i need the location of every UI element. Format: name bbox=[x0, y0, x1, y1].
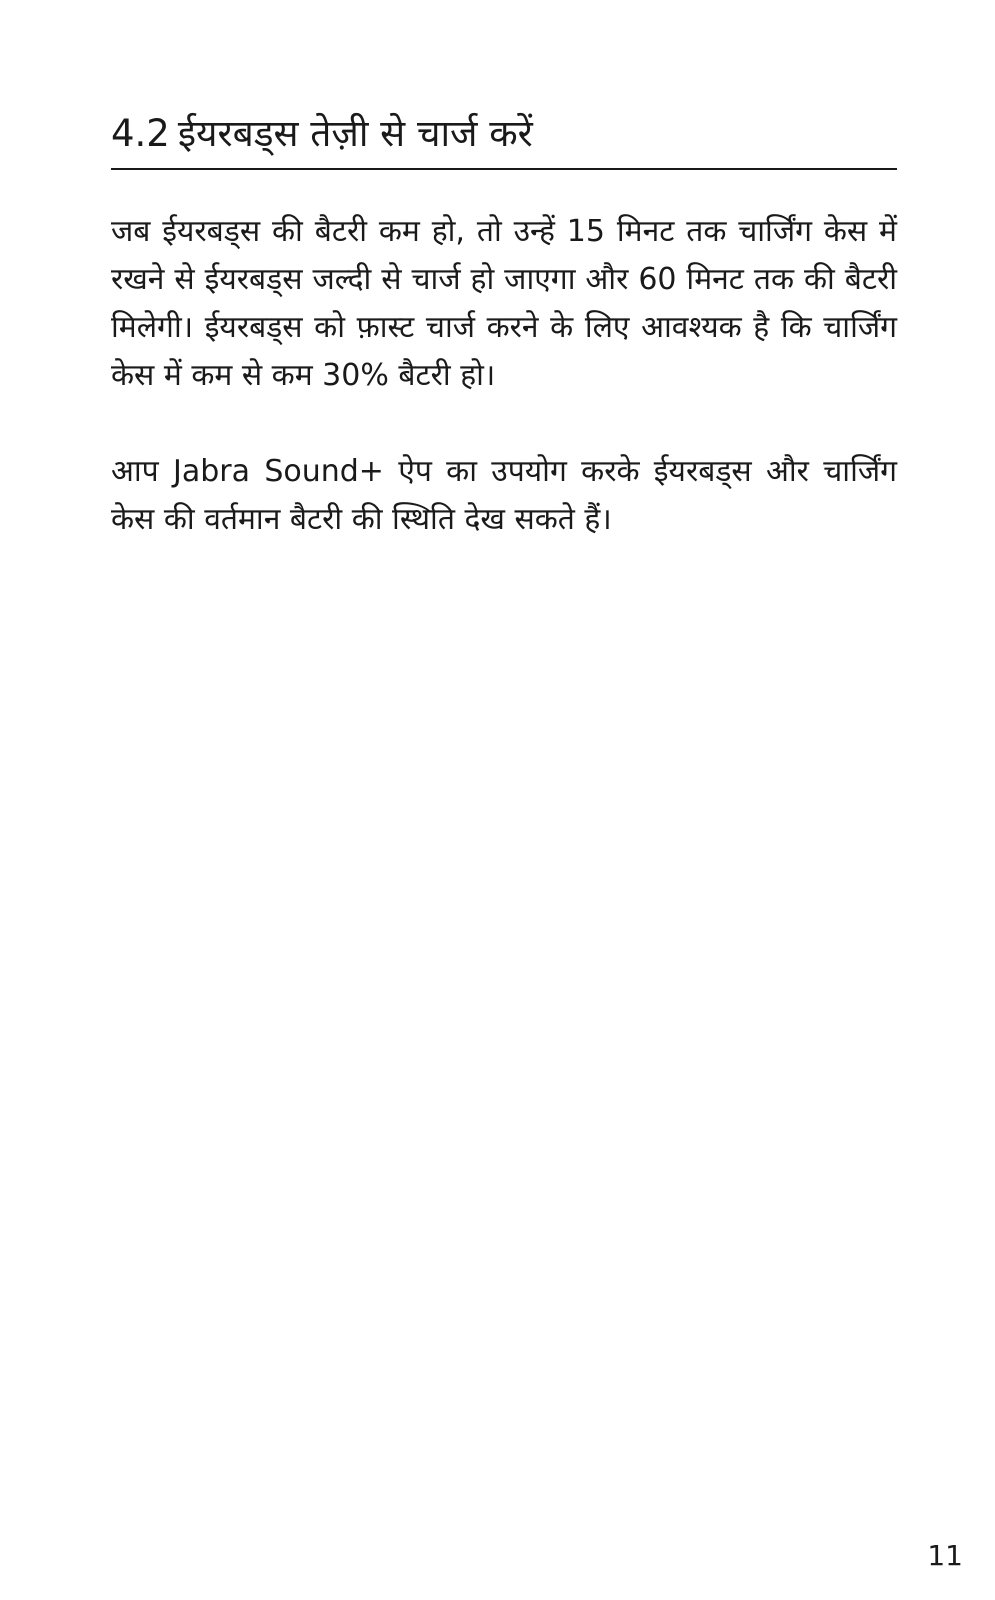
body-paragraph-app-status: आप Jabra Sound+ ऐप का उपयोग करके ईयरबड्स और चार्जिंग केस की वर्तमान बैटरी की स्थिति देख सकते हैं। bbox=[111, 454, 897, 538]
section-heading bbox=[111, 110, 897, 170]
page-content bbox=[111, 110, 897, 544]
section-title: ईयरबड्स तेज़ी से चार्ज करें bbox=[177, 112, 533, 155]
page-number: 11 bbox=[927, 1539, 963, 1572]
section-number: 4.2 bbox=[111, 112, 170, 155]
body-paragraph-fast-charge: जब ईयरबड्स की बैटरी कम हो, तो उन्हें 15 मिनट तक चार्जिंग केस में रखने से ईयरबड्स जल्दी से चार्ज हो जाएगा और 60 मिनट तक की बैटरी मिलेगी। ईयरबड्स को फ़ास्ट चार्ज करने के लिए आवश्यक है कि चार्जिंग केस में कम से कम 30% बैटरी हो। bbox=[111, 214, 897, 394]
